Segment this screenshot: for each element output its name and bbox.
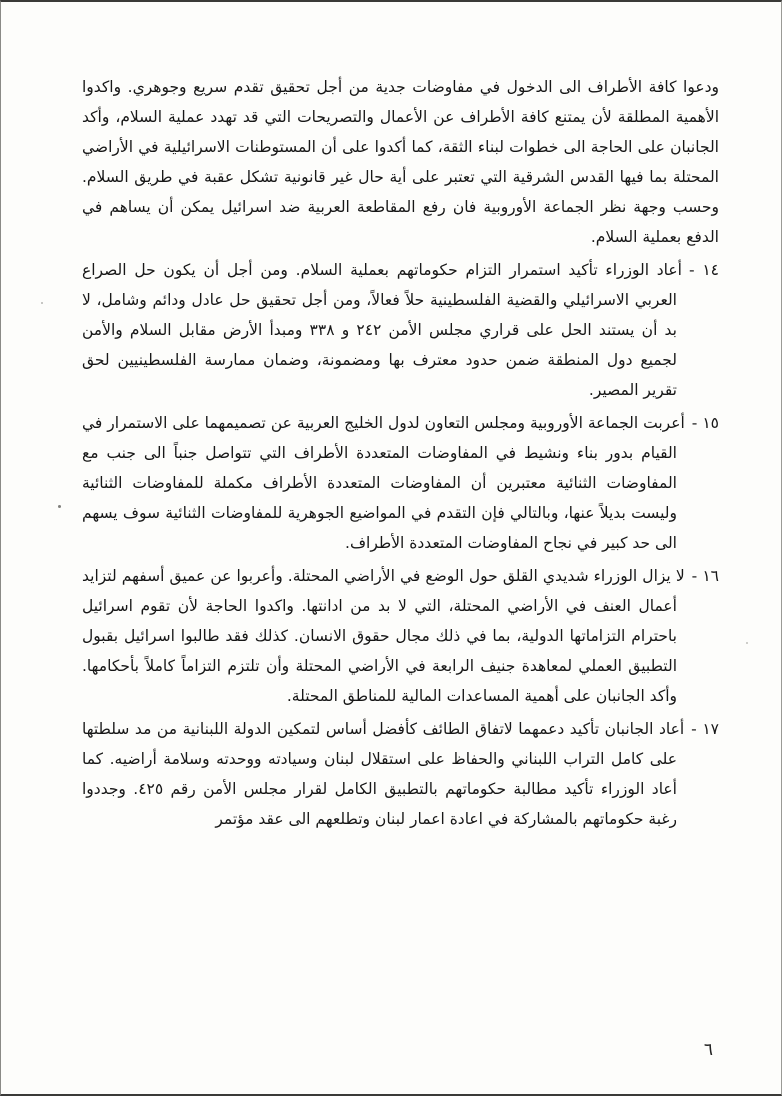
paragraph-marker: ١٤ -: [688, 261, 719, 279]
paragraph-marker: ١٧ -: [691, 720, 719, 738]
paragraph-17: [82, 714, 719, 834]
paragraph-14: [82, 255, 719, 405]
page-number: ٦: [703, 1040, 713, 1060]
paragraph-15: [82, 408, 719, 558]
paragraph-continuation: [82, 72, 719, 252]
paragraph-16: [82, 561, 719, 711]
paragraph-text: أعاد الجانبان تأكيد دعمهما لاتفاق الطائف كأفضل أساس لتمكين الدولة اللبنانية من مد سلطتها على كامل التراب اللبناني والحفاظ على استقلال لبنان وسيادته ووحدته وسلامة أراضيه. كما أعاد الوزراء تأكيد مطالبة حكوماتهم بالتطبيق الكامل لقرار مجلس الأمن رقم ٤٢٥. وجددوا رغبة حكوماتهم بالمشاركة في اعادة اعمار لبنان وتطلعهم الى عقد مؤتمر: [82, 720, 685, 828]
paragraph-text: أعاد الوزراء تأكيد استمرار التزام حكوماتهم بعملية السلام. ومن أجل أن يكون حل الصراع العربي الاسرائيلي والقضية الفلسطينية حلاً فعالاً، ومن أجل تحقيق حل عادل ودائم وشامل، لا بد أن يستند الحل على قراري مجلس الأمن ٢٤٢ و ٣٣٨ ومبدأ الأرض مقابل السلام والأمن لجميع دول المنطقة ضمن حدود معترف بها ومضمونة، وضمان ممارسة الفلسطينيين لحق تقرير المصير.: [82, 261, 682, 399]
scan-speck: [58, 505, 61, 508]
paragraph-text: أعربت الجماعة الأوروبية ومجلس التعاون لدول الخليج العربية عن تصميمهما على الاستمرار في القيام بدور بناء ونشيط في المفاوضات المتعددة الأطراف التي تتواصل جنباً الى جنب مع المفاوضات الثنائية معتبرين أن المفاوضات المتعددة الأطراف مكملة للمفاوضات الثنائية وليست بديلاً عنها، وبالتالي فإن التقدم في المواضيع الجوهرية للمفاوضات الثنائية سوف يسهم الى حد كبير في نجاح المفاوضات المتعددة الأطراف.: [82, 414, 685, 552]
paragraph-text: لا يزال الوزراء شديدي القلق حول الوضع في الأراضي المحتلة. وأعربوا عن عميق أسفهم لتزايد أعمال العنف في الأراضي المحتلة، التي لا بد من ادانتها. واكدوا الحاجة لأن تقوم اسرائيل باحترام التزاماتها الدولية، بما في ذلك مجال حقوق الانسان. كذلك فقد طالبوا اسرائيل بقبول التطبيق العملي لمعاهدة جنيف الرابعة في الأراضي المحتلة وأن تلتزم التزاماً كاملاً بأحكامها. وأكد الجانبان على أهمية المساعدات المالية للمناطق المحتلة.: [82, 567, 685, 705]
paragraph-marker: ١٦ -: [691, 567, 719, 585]
scan-speck: [41, 302, 43, 304]
paragraph-text: ودعوا كافة الأطراف الى الدخول في مفاوضات جدية من أجل تحقيق تقدم سريع وجوهري. واكدوا الأهمية المطلقة لأن يمتنع كافة الأطراف عن الأعمال والتصريحات التي قد تهدد عملية السلام، وأكد الجانبان على الحاجة الى خطوات لبناء الثقة، كما أكدوا على أن المستوطنات الاسرائيلية في الأراضي المحتلة بما فيها القدس الشرقية التي تعتبر على أية حال غير قانونية تشكل عقبة في طريق السلام. وحسب وجهة نظر الجماعة الأوروبية فان رفع المقاطعة العربية ضد اسرائيل يمكن أن يساهم في الدفع بعملية السلام.: [82, 78, 719, 246]
paragraph-marker: ١٥ -: [691, 414, 719, 432]
scan-speck: [746, 642, 748, 644]
document-body: [82, 72, 719, 837]
